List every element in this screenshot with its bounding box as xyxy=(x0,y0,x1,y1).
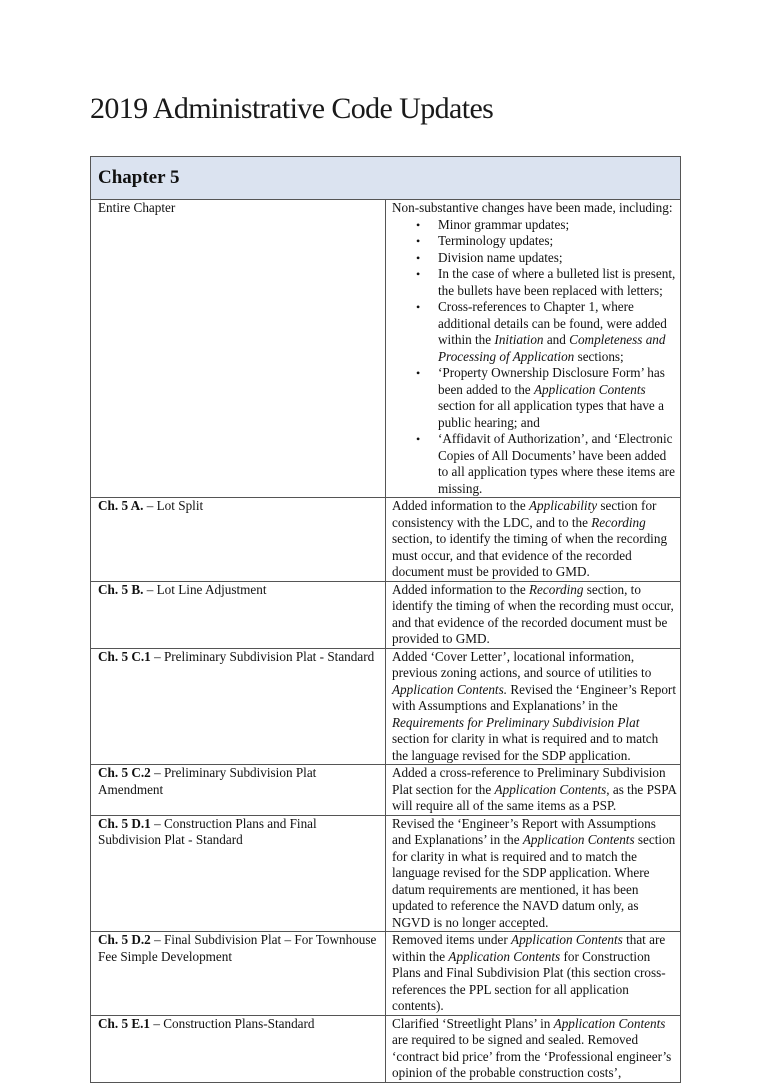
section-code: Ch. 5 E.1 xyxy=(98,1015,151,1031)
section-name: – Lot Split xyxy=(143,498,204,513)
chapter-heading: Chapter 5 xyxy=(91,157,681,200)
chapter-header-row xyxy=(91,157,681,200)
section-name: – Construction Plans-Standard xyxy=(150,1015,315,1031)
table-row xyxy=(91,932,681,1016)
table-row xyxy=(91,581,681,648)
section-code: Ch. 5 A. xyxy=(98,498,144,513)
row-description: Clarified ‘Streetlight Plans’ in Application Contents are required to be signed and sealed. Removed ‘contract bid price’ from the ‘Professional engineer’s opinion of the probable construction costs’, xyxy=(386,1015,681,1082)
row-description: Revised the ‘Engineer’s Report with Assumptions and Explanations’ in the Application Contents section for clarity in what is required and to match the language revised for the SDP application. Where datum requirements are mentioned, it has been updated to reference the NAVD datum only, as NGVD is no longer accepted. xyxy=(386,815,681,932)
list-item: • Division name updates; xyxy=(392,250,677,267)
row-label xyxy=(91,200,386,498)
table-row xyxy=(91,815,681,932)
row-description: Added information to the Applicability section for consistency with the LDC, and to the Recording section, to identify the timing of when the recording must occur, and that evidence of the recorded document must be provided to GMD. xyxy=(386,498,681,582)
row-description: Added ‘Cover Letter’, locational information, previous zoning actions, and source of utilities to Application Contents. Revised the ‘Engineer’s Report with Assumptions and Explanations’ in the Requirements for Preliminary Subdivision Plat section for clarity in what is required and to match the language revised for the SDP application. xyxy=(386,648,681,765)
bullet-list xyxy=(392,217,677,498)
table-row xyxy=(91,648,681,765)
list-item: • ‘Affidavit of Authorization’, and ‘Electronic Copies of All Documents’ have been added to all application types where these items are missing. xyxy=(392,431,677,497)
list-item: • Minor grammar updates; xyxy=(392,217,677,234)
row-label xyxy=(91,581,386,648)
section-name: – Final Subdivision Plat – For Townhouse Fee Simple Development xyxy=(98,932,377,964)
row-description: Added information to the Recording section, to identify the timing of when the recording must occur, and that evidence of the recorded document must be provided to GMD. xyxy=(386,581,681,648)
list-item: • ‘Property Ownership Disclosure Form’ has been added to the Application Contents section for all application types that have a public hearing; and xyxy=(392,365,677,431)
list-item: • Terminology updates; xyxy=(392,233,677,250)
section-code: Ch. 5 D.1 xyxy=(98,815,151,831)
section-name: – Preliminary Subdivision Plat - Standard xyxy=(150,648,375,664)
section-code: Ch. 5 C.2 xyxy=(98,765,151,780)
table-row xyxy=(91,765,681,816)
row-label xyxy=(91,765,386,816)
row-label xyxy=(91,498,386,582)
row-label xyxy=(91,815,386,932)
section-name: – Preliminary Subdivision Plat Amendment xyxy=(98,765,317,797)
row-description: Added a cross-reference to Preliminary Subdivision Plat section for the Application Contents, as the PSPA will require all of the same items as a PSP. xyxy=(386,765,681,816)
section-code: Ch. 5 D.2 xyxy=(98,932,151,947)
row-label-text: Entire Chapter xyxy=(98,200,176,215)
section-name: – Lot Line Adjustment xyxy=(143,581,267,597)
page-title: 2019 Administrative Code Updates xyxy=(90,92,494,125)
row-description: Removed items under Application Contents that are within the Application Contents for Construction Plans and Final Subdivision Plat (this section cross-references the PPL section for all application contents). xyxy=(386,932,681,1016)
section-code: Ch. 5 B. xyxy=(98,581,144,597)
row-label xyxy=(91,932,386,1016)
section-name: – Construction Plans and Final Subdivision Plat - Standard xyxy=(98,815,317,847)
row-label xyxy=(91,1015,386,1082)
list-item: • Cross-references to Chapter 1, where additional details can be found, were added within the Initiation and Completeness and Processing of Application sections; xyxy=(392,299,677,365)
table-row xyxy=(91,200,681,498)
changes-table xyxy=(90,156,681,1083)
description-intro: Non-substantive changes have been made, including: xyxy=(392,200,673,215)
section-code: Ch. 5 C.1 xyxy=(98,648,151,664)
row-description xyxy=(386,200,681,498)
table-row xyxy=(91,1015,681,1082)
table-row xyxy=(91,498,681,582)
row-label xyxy=(91,648,386,765)
list-item: • In the case of where a bulleted list is present, the bullets have been replaced with letters; xyxy=(392,266,677,299)
